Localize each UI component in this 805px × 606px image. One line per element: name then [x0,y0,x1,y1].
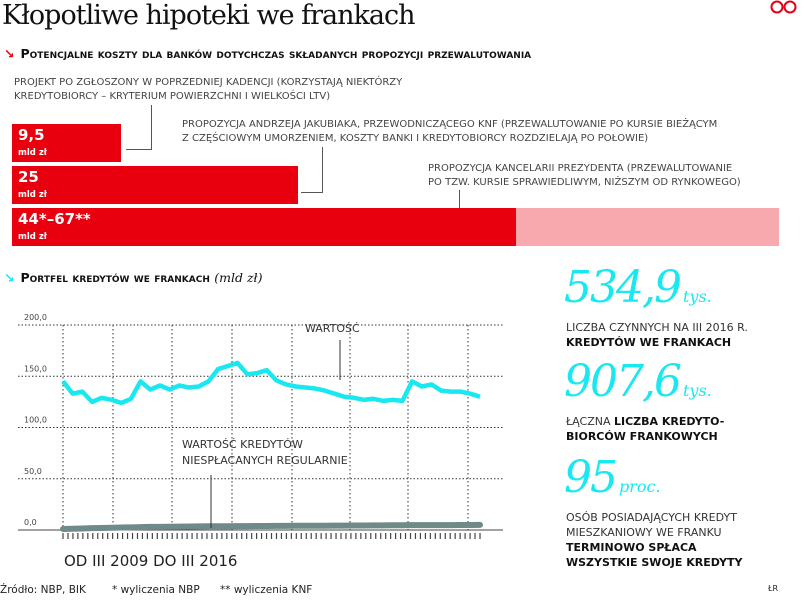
logo-icon [770,0,798,14]
stat-number: 95 [564,452,616,503]
footnote-2: ** wyliczenia KNF [220,584,313,596]
leader-line [301,147,323,193]
bar-unit: mld zł [18,190,47,200]
note-line: Z CZĘŚCIOWYM UMORZENIEM, KOSZTY BANKI I KREDYTOBIORCY ROZDZIELAJĄ PO POŁOWIE) [182,133,649,144]
section2-heading [4,270,262,285]
bar1-note [14,76,402,104]
y-tick-label: 100,0 [24,415,47,425]
y-tick-label: 50,0 [24,466,42,476]
series-line-nonperforming [63,525,480,529]
section2-heading-text: Portfel kredytów we frankach [20,270,210,285]
section1-heading [4,46,531,61]
author: ŁR [768,584,779,593]
stat-suffix: tys. [682,381,712,400]
source-note: Źródło: NBP, BIK [0,584,86,596]
note-line: PROJEKT PO ZGŁOSZONY W POPRZEDNIEJ KADENCJI (KORZYSTAJĄ NIEKTÓRZY [14,77,403,88]
bar [12,208,516,246]
bar-unit: mld zł [18,148,47,158]
bar3-note [428,162,741,190]
leader-line [459,190,460,208]
section1-heading-text: Potencjalne koszty dla banków dotychczas składanych propozycji przewalutowania [20,46,532,61]
unit-label: (mld zł) [214,270,263,285]
stat2-value [564,356,712,407]
note-line: PROPOZYCJA KANCELARII PREZYDENTA (PRZEWALUTOWANIE [428,163,733,174]
stat-number: 534,9 [564,262,680,313]
y-tick-label: 0,0 [24,518,37,527]
period-label: OD III 2009 DO III 2016 [64,552,238,570]
bar2-note [182,118,717,146]
line-chart [0,300,540,550]
leader-line [126,105,152,150]
note-line: PROPOZYCJA ANDRZEJA JAKUBIAKA, PRZEWODNICZĄCEGO KNF (PRZEWALUTOWANIE PO KURSIE BIEŻĄCYM [182,119,718,130]
stat-line: TERMINOWO SPŁACA [566,541,697,554]
series-line-value [63,363,480,403]
note-line: KREDYTOBIORCY – KRYTERIUM POWIERZCHNI I WIELKOŚCI LTV) [14,91,331,102]
stat1-desc [566,320,748,350]
page-title: Kłopotliwe hipoteki we frankach [2,0,415,31]
stat-line: KREDYTÓW WE FRANKACH [566,336,732,349]
arrow-down-right-icon: ↘ [4,270,15,285]
stat-line: MIESZKANIOWY WE FRANKU [566,526,722,539]
bar-value: 9,5 [18,126,45,144]
annotation-nonperforming [182,438,348,467]
note-line: PO TZW. KURSIE SPRAWIEDLIWYM, NIŻSZYM OD RYNKOWEGO) [428,177,741,188]
bar [12,166,298,204]
bar-value: 44*–67** [18,210,91,228]
stat3-value [564,452,661,503]
stat-line: LICZBA CZYNNYCH NA III 2016 R. [566,321,748,334]
stat3-desc [566,510,743,570]
y-tick-label: 150,0 [24,364,47,374]
stat-line: ŁĄCZNA [566,415,614,428]
stat-line: LICZBA KREDYTO- [613,415,725,428]
stat-suffix: tys. [682,287,712,306]
stat-line: BIORCÓW FRANKOWYCH [566,430,718,443]
footnote-1: * wyliczenia NBP [112,584,200,596]
stat-number: 907,6 [564,356,680,407]
arrow-down-right-icon: ↘ [4,46,15,61]
annotation-value: WARTOŚĆ [305,322,360,335]
stat-line: OSÓB POSIADAJĄCYCH KREDYT [566,511,737,524]
bar-unit: mld zł [18,232,47,242]
y-tick-label: 200,0 [24,313,47,322]
annotation-line: NIESPŁACANYCH REGULARNIE [182,454,348,467]
bar-value: 25 [18,168,39,186]
stat-suffix: proc. [619,477,661,496]
stat1-value [564,262,712,313]
annotation-line: WARTOŚĆ KREDYTÓW [182,438,303,451]
stat-line: WSZYSTKIE SWOJE KREDYTY [566,556,743,569]
stat2-desc [566,414,724,444]
bar [12,124,121,162]
